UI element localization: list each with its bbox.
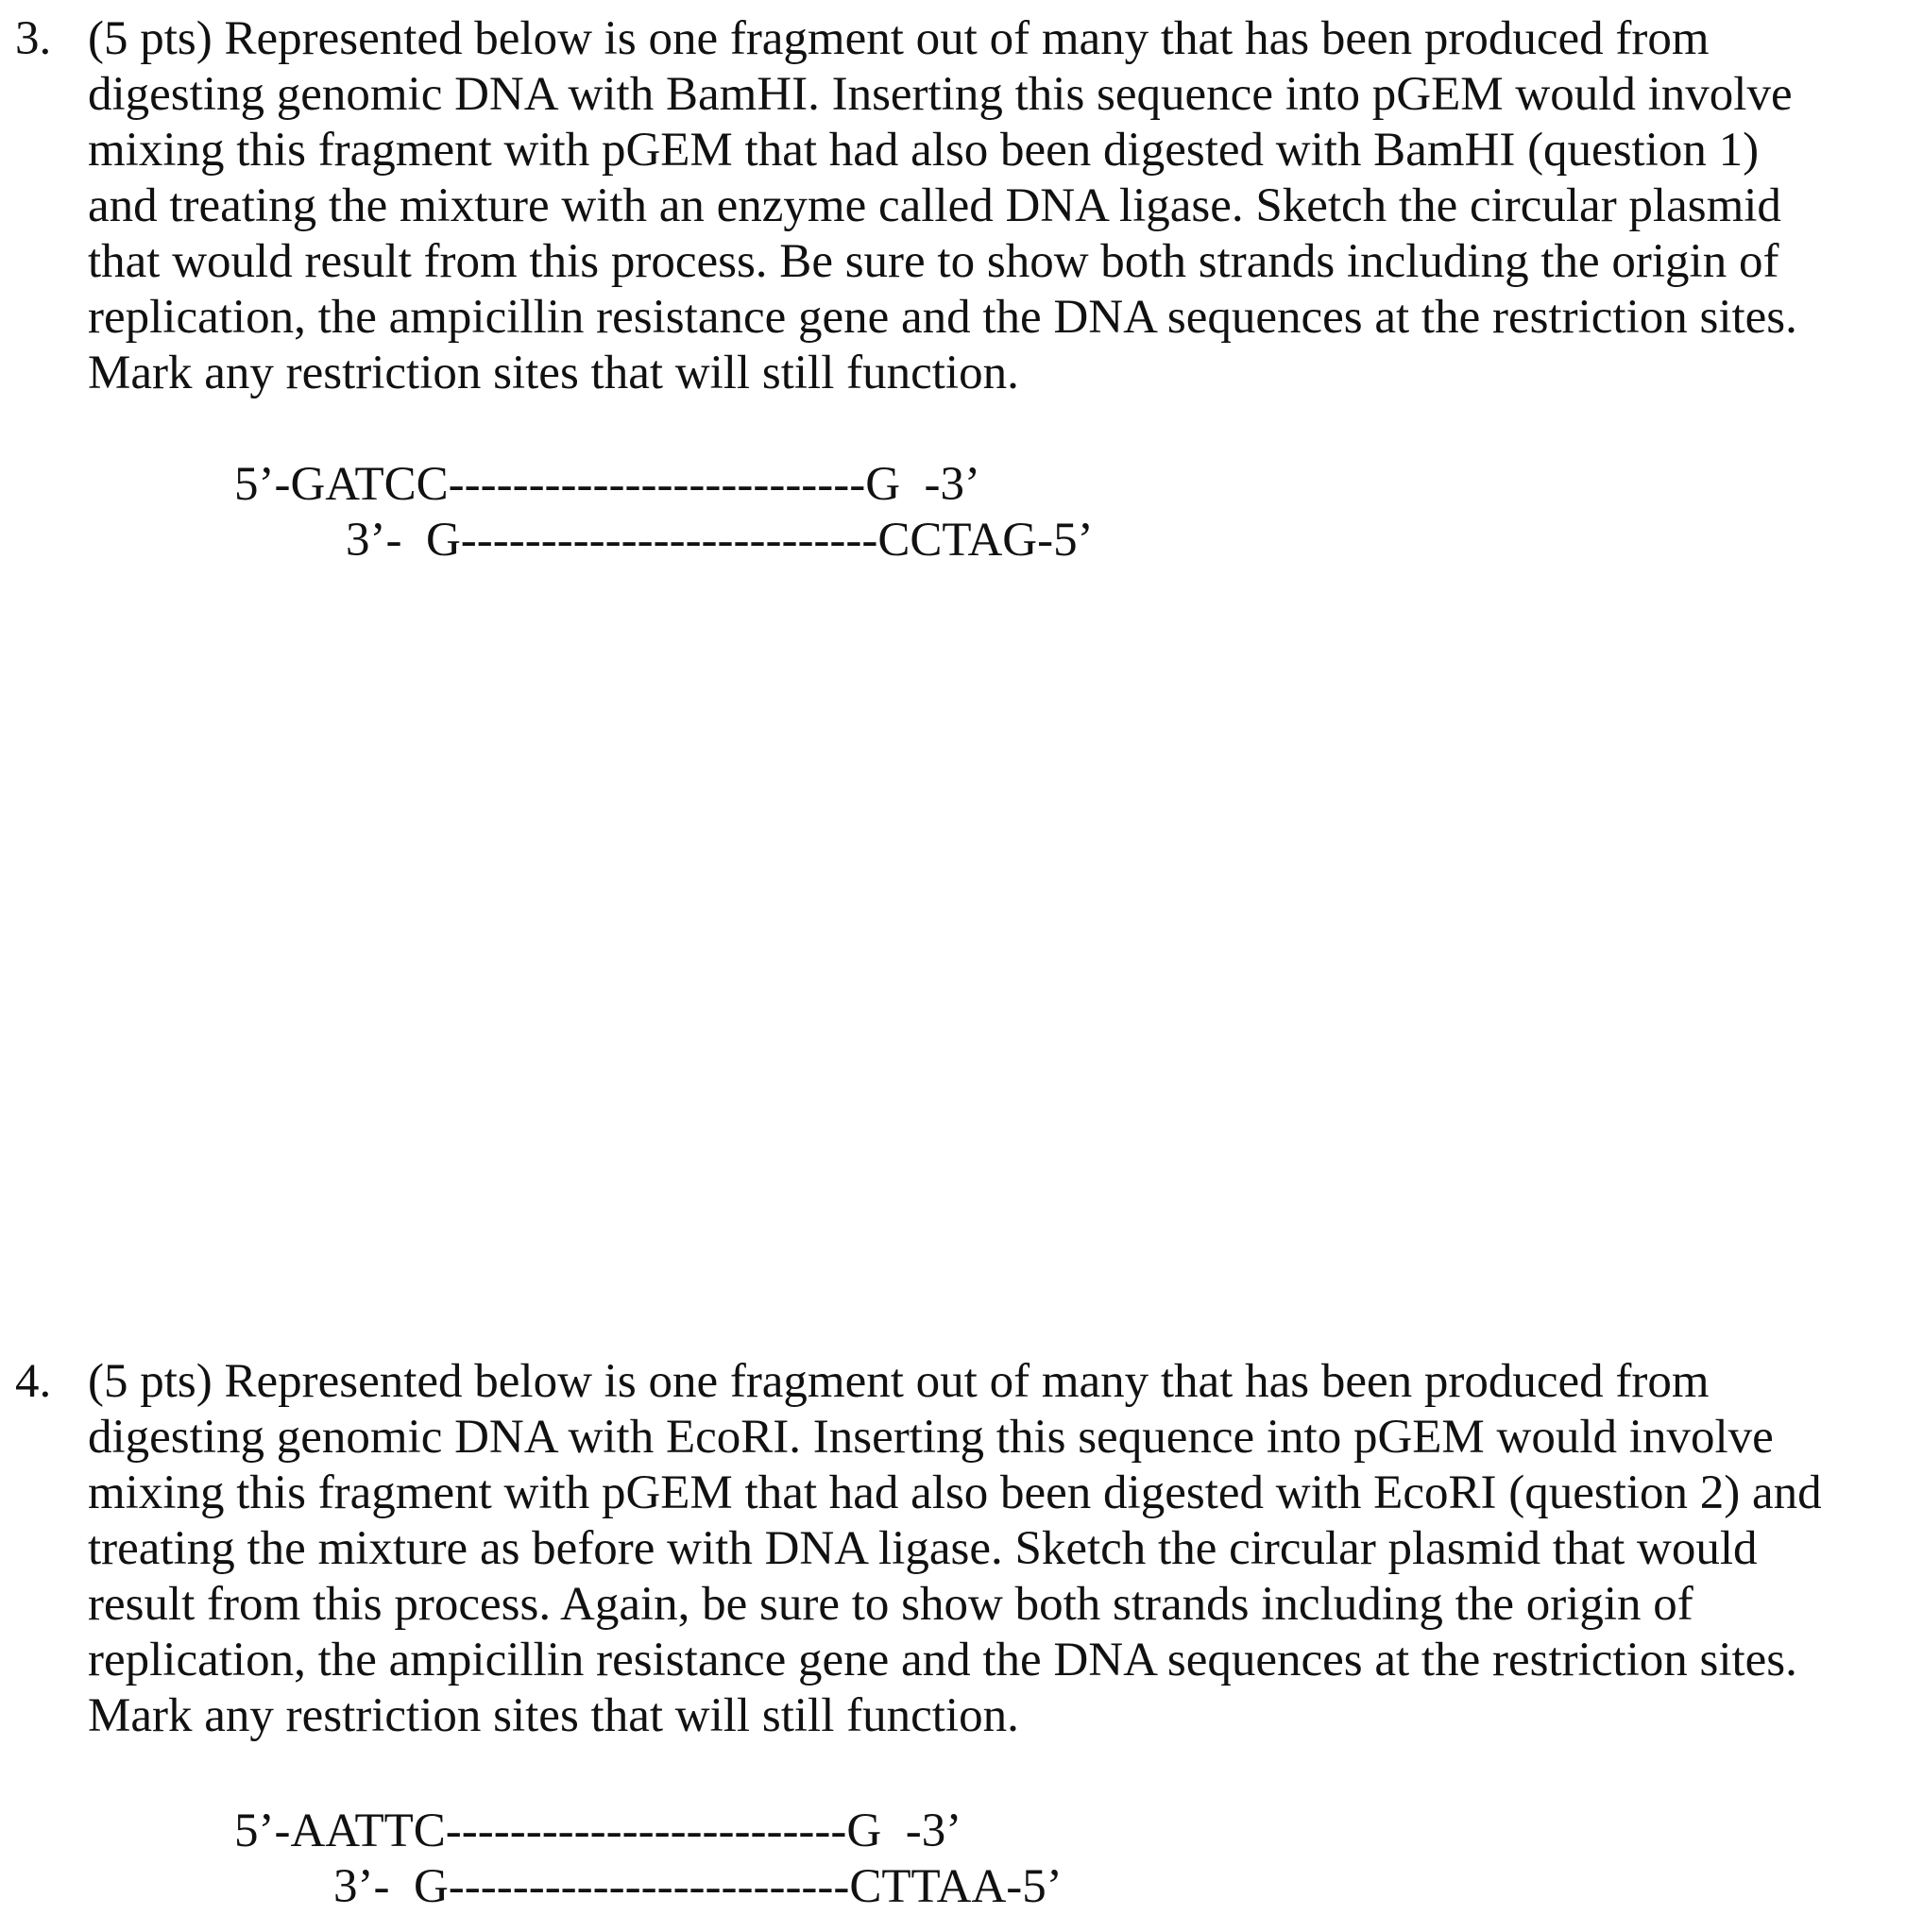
dna-bottom-strand: 3’- G-------------------------CTTAA-5’ xyxy=(333,1860,1063,1913)
question-text-line: treating the mixture as before with DNA ligase. Sketch the circular plasmid that would xyxy=(88,1522,1758,1575)
question-text-line: digesting genomic DNA with EcoRI. Inserting this sequence into pGEM would involve xyxy=(88,1411,1774,1464)
question-text-line: that would result from this process. Be sure to show both strands including the origin of xyxy=(88,235,1779,288)
question-text-line: mixing this fragment with pGEM that had also been digested with BamHI (question 1) xyxy=(88,124,1760,177)
dna-top-strand: 5’-AATTC-------------------------G -3’ xyxy=(234,1805,962,1857)
question-text-line: mixing this fragment with pGEM that had also been digested with EcoRI (question 2) and xyxy=(88,1466,1822,1519)
question-number: 3. xyxy=(15,12,52,65)
dna-bottom-strand: 3’- G--------------------------CCTAG-5’ xyxy=(346,514,1094,567)
dna-top-strand: 5’-GATCC--------------------------G -3’ xyxy=(234,458,981,511)
question-text-line: (5 pts) Represented below is one fragment out of many that has been produced from xyxy=(88,12,1710,65)
question-number: 4. xyxy=(15,1355,52,1408)
question-text-line: and treating the mixture with an enzyme called DNA ligase. Sketch the circular plasmid xyxy=(88,179,1781,232)
question-text-line: replication, the ampicillin resistance gene and the DNA sequences at the restriction sites. xyxy=(88,1634,1797,1686)
question-text-line: Mark any restriction sites that will still function. xyxy=(88,1689,1019,1742)
question-text-line: Mark any restriction sites that will still function. xyxy=(88,347,1019,399)
question-text-line: result from this process. Again, be sure to show both strands including the origin of xyxy=(88,1578,1693,1631)
question-text-line: (5 pts) Represented below is one fragment out of many that has been produced from xyxy=(88,1355,1710,1408)
question-text-line: digesting genomic DNA with BamHI. Inserting this sequence into pGEM would involve xyxy=(88,68,1793,121)
question-text-line: replication, the ampicillin resistance gene and the DNA sequences at the restriction sites. xyxy=(88,291,1797,344)
